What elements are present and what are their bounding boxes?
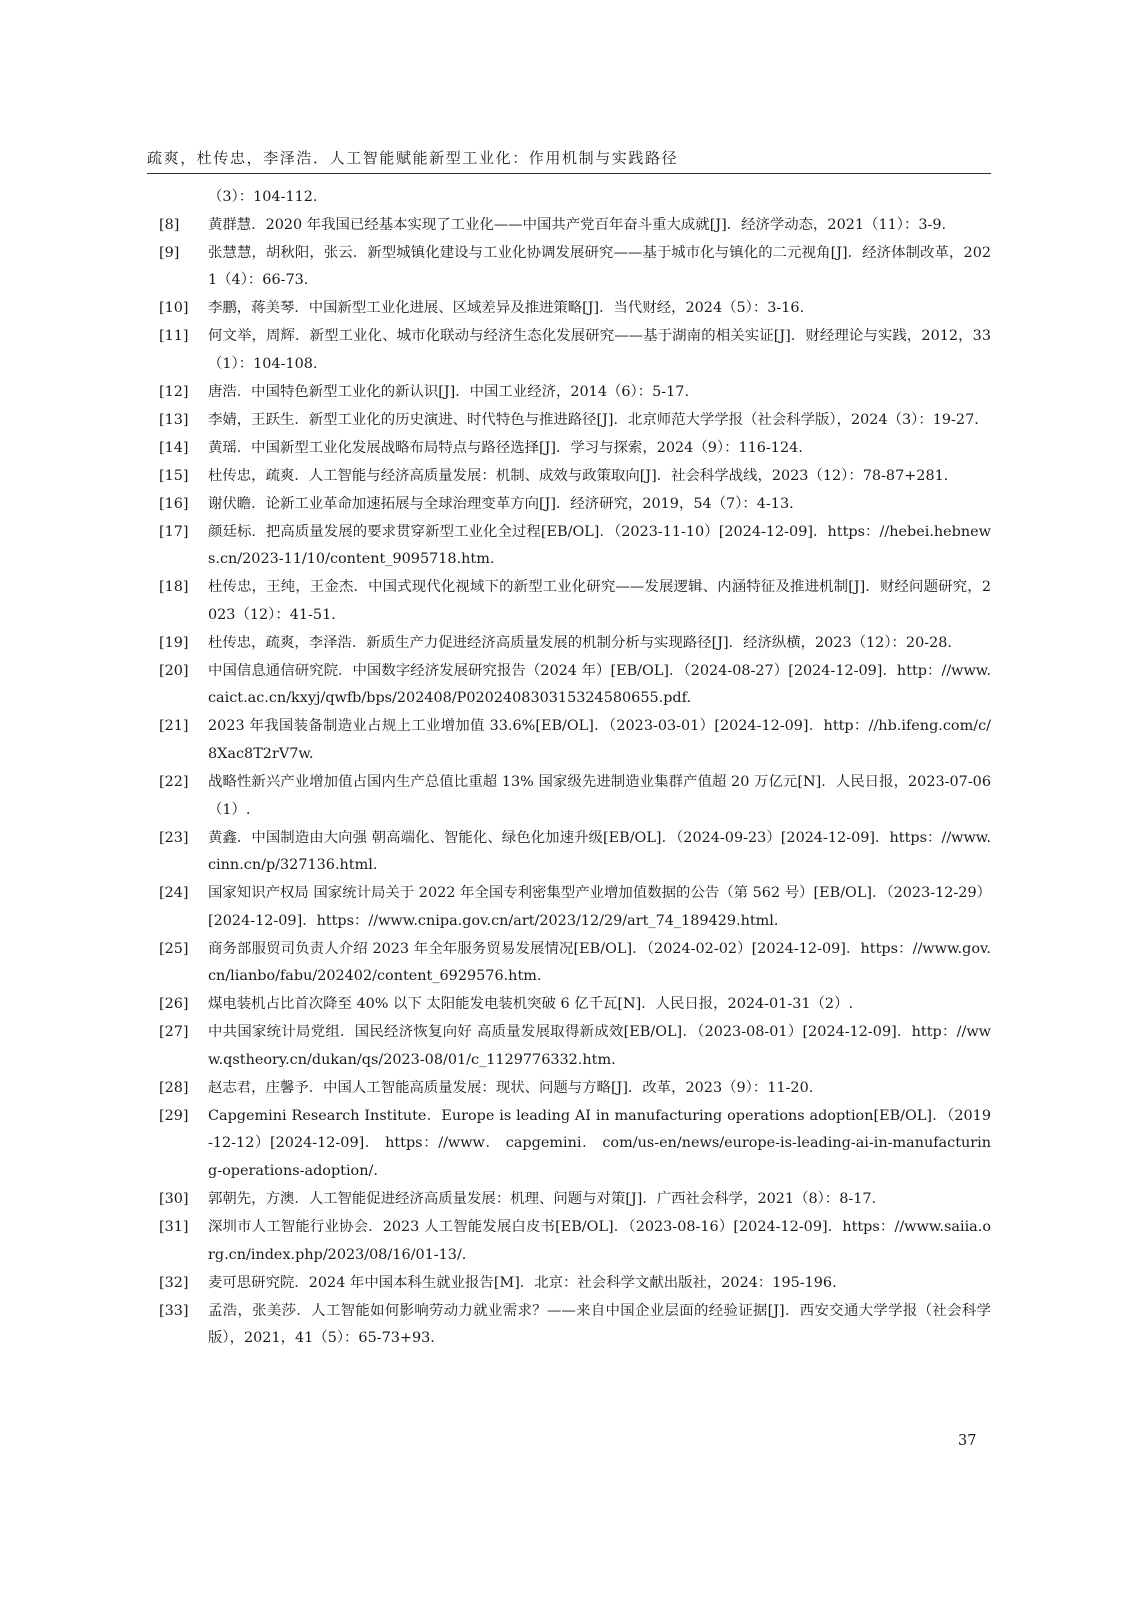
reference-text: 杜传忠，疏爽，李泽浩．新质生产力促进经济高质量发展的机制分析与实现路径[J]．经济纵横，2023（12）：20-28.: [208, 634, 952, 651]
reference-text: 赵志君，庄馨予．中国人工智能高质量发展：现状、问题与方略[J]．改革，2023（9）：11-20.: [208, 1079, 814, 1096]
reference-number: [21]: [159, 718, 189, 735]
reference-item: [147, 880, 991, 935]
reference-item: [147, 1103, 991, 1186]
header-rule: [147, 173, 991, 174]
reference-item: [147, 379, 991, 407]
reference-number: [13]: [159, 411, 189, 428]
reference-item: [147, 323, 991, 378]
reference-text: 2023 年我国装备制造业占规上工业增加值 33.6%[EB/OL]．（2023-03-01）[2024-12-09]．http：//hb.ifeng.com/c/8Xac8T2rV7w.: [208, 718, 991, 762]
reference-number: [12]: [159, 383, 189, 400]
reference-text: 商务部服贸司负责人介绍 2023 年全年服务贸易发展情况[EB/OL]．（2024-02-02）[2024-12-09]．https：//www.gov.cn/lianbo/fabu/202402/content_6929576.htm.: [208, 940, 991, 985]
reference-text: 何文举，周辉．新型工业化、城市化联动与经济生态化发展研究——基于湖南的相关实证[J]．财经理论与实践，2012，33（1）：104-108.: [208, 328, 991, 372]
reference-item: [147, 491, 991, 519]
reference-number: [22]: [159, 773, 189, 790]
reference-item: [147, 212, 991, 240]
reference-text: 张慧慧，胡秋阳，张云．新型城镇化建设与工业化协调发展研究——基于城市化与镇化的二元视角[J]．经济体制改革，2021（4）：66-73.: [208, 244, 991, 289]
reference-text: 杜传忠，疏爽．人工智能与经济高质量发展：机制、成效与政策取向[J]．社会科学战线，2023（12）：78-87+281.: [208, 467, 949, 484]
reference-text: 李婧，王跃生．新型工业化的历史演进、时代特色与推进路径[J]．北京师范大学学报（社会科学版），2024（3）：19-27.: [208, 411, 979, 428]
reference-text: 国家知识产权局 国家统计局关于 2022 年全国专利密集型产业增加值数据的公告（第 562 号）[EB/OL]．（2023-12-29）[2024-12-09]．https：//www.cnipa.gov.cn/art/2023/12/29/art_74_189429.html.: [208, 885, 991, 929]
reference-text: 黄鑫．中国制造由大向强 朝高端化、智能化、绿色化加速升级[EB/OL]．（2024-09-23）[2024-12-09]．https：//www.cinn.cn/p/327136.html.: [208, 829, 991, 874]
reference-number: [28]: [159, 1079, 189, 1096]
reference-text: 郭朝先，方澳．人工智能促进经济高质量发展：机理、问题与对策[J]．广西社会科学，2021（8）：8-17.: [208, 1190, 877, 1207]
reference-text: 中国信息通信研究院．中国数字经济发展研究报告（2024 年）[EB/OL]．（2024-08-27）[2024-12-09]．http：//www.caict.ac.cn/kxyj/qwfb/bps/202408/P020240830315324580655.pdf.: [208, 662, 991, 707]
reference-item: [147, 1298, 991, 1353]
reference-text: 李鹏，蒋美琴．中国新型工业化进展、区域差异及推进策略[J]．当代财经，2024（5）：3-16.: [208, 300, 805, 317]
reference-text: 中共国家统计局党组．国民经济恢复向好 高质量发展取得新成效[EB/OL]．（2023-08-01）[2024-12-09]．http：//www.qstheory.cn/dukan/qs/2023-08/01/c_1129776332.htm.: [208, 1024, 991, 1068]
reference-number: [24]: [159, 885, 189, 902]
reference-text: 煤电装机占比首次降至 40% 以下 太阳能发电装机突破 6 亿千瓦[N]．人民日报，2024-01-31（2）.: [208, 996, 854, 1013]
reference-text: 谢伏瞻．论新工业革命加速拓展与全球治理变革方向[J]．经济研究，2019，54（7）：4-13.: [208, 495, 794, 512]
reference-item: [147, 769, 991, 824]
reference-number: [9]: [159, 244, 180, 261]
reference-number: [20]: [159, 662, 189, 679]
reference-text: 黄瑶．中国新型工业化发展战略布局特点与路径选择[J]．学习与探索，2024（9）：116-124.: [208, 439, 803, 456]
reference-number: [31]: [159, 1218, 189, 1235]
reference-item: [147, 658, 991, 713]
reference-item: [147, 991, 991, 1019]
reference-number: [23]: [159, 829, 189, 846]
reference-text: 战略性新兴产业增加值占国内生产总值比重超 13% 国家级先进制造业集群产值超 20 万亿元[N]．人民日报，2023-07-06（1）.: [208, 773, 991, 818]
reference-number: [15]: [159, 467, 189, 484]
reference-text: 麦可思研究院．2024 年中国本科生就业报告[M]．北京：社会科学文献出版社，2024：195-196.: [208, 1274, 837, 1291]
reference-item: [147, 463, 991, 491]
reference-item: [147, 519, 991, 574]
reference-number: [33]: [159, 1302, 189, 1319]
reference-item: [147, 240, 991, 295]
reference-number: [8]: [159, 216, 180, 233]
reference-number: [10]: [159, 300, 189, 317]
reference-text: 唐浩．中国特色新型工业化的新认识[J]．中国工业经济，2014（6）：5-17.: [208, 383, 690, 400]
running-header: 疏爽，杜传忠，李泽浩．人工智能赋能新型工业化：作用机制与实践路径: [147, 149, 679, 167]
reference-item: [147, 1019, 991, 1074]
reference-item: [147, 936, 991, 991]
reference-text: 深圳市人工智能行业协会．2023 人工智能发展白皮书[EB/OL]．（2023-08-16）[2024-12-09]．https：//www.saiia.org.cn/index.php/2023/08/16/01-13/.: [208, 1218, 991, 1263]
reference-number: [14]: [159, 439, 189, 456]
reference-list: [147, 184, 991, 1353]
reference-item: [147, 825, 991, 880]
reference-number: [19]: [159, 634, 189, 651]
reference-item: [147, 630, 991, 658]
reference-number: [26]: [159, 996, 189, 1013]
reference-item: [147, 574, 991, 629]
reference-text: 颜廷标．把高质量发展的要求贯穿新型工业化全过程[EB/OL]．（2023-11-10）[2024-12-09]．https：//hebei.hebnews.cn/2023-11/10/content_9095718.htm.: [208, 523, 991, 568]
reference-text: 黄群慧．2020 年我国已经基本实现了工业化——中国共产党百年奋斗重大成就[J]．经济学动态，2021（11）：3-9.: [208, 216, 947, 233]
reference-item: [147, 713, 991, 768]
reference-number: [25]: [159, 940, 189, 957]
reference-text: 杜传忠，王纯，王金杰．中国式现代化视域下的新型工业化研究——发展逻辑、内涵特征及推进机制[J]．财经问题研究，2023（12）：41-51.: [208, 579, 991, 623]
reference-item: [147, 1186, 991, 1214]
reference-item: [147, 435, 991, 463]
reference-item: [147, 1214, 991, 1269]
reference-item: [147, 295, 991, 323]
reference-item: [147, 1270, 991, 1298]
page-number: 37: [958, 1433, 977, 1449]
reference-number: [27]: [159, 1024, 189, 1041]
reference-number: [30]: [159, 1190, 189, 1207]
reference-number: [17]: [159, 523, 189, 540]
reference-text: 孟浩，张美莎．人工智能如何影响劳动力就业需求？——来自中国企业层面的经验证据[J]．西安交通大学学报（社会科学版），2021，41（5）：65-73+93.: [208, 1302, 991, 1347]
reference-number: [18]: [159, 579, 189, 596]
reference-number: [11]: [159, 328, 189, 345]
reference-number: [16]: [159, 495, 189, 512]
reference-number: [29]: [159, 1107, 189, 1124]
reference-item: [147, 1075, 991, 1103]
reference-text: Capgemini Research Institute．Europe is leading AI in manufacturing operations adoption[EB/OL]．（2019-12-12）[2024-12-09]． https：//www． capgemini． com/us-en/news/europe-is-leading-ai-in-manufacturing-operations-adoption/.: [208, 1107, 991, 1179]
reference-number: [32]: [159, 1274, 189, 1291]
reference-items: [147, 212, 991, 1353]
reference-continuation: （3）：104-112.: [208, 189, 318, 205]
reference-item: [147, 407, 991, 435]
